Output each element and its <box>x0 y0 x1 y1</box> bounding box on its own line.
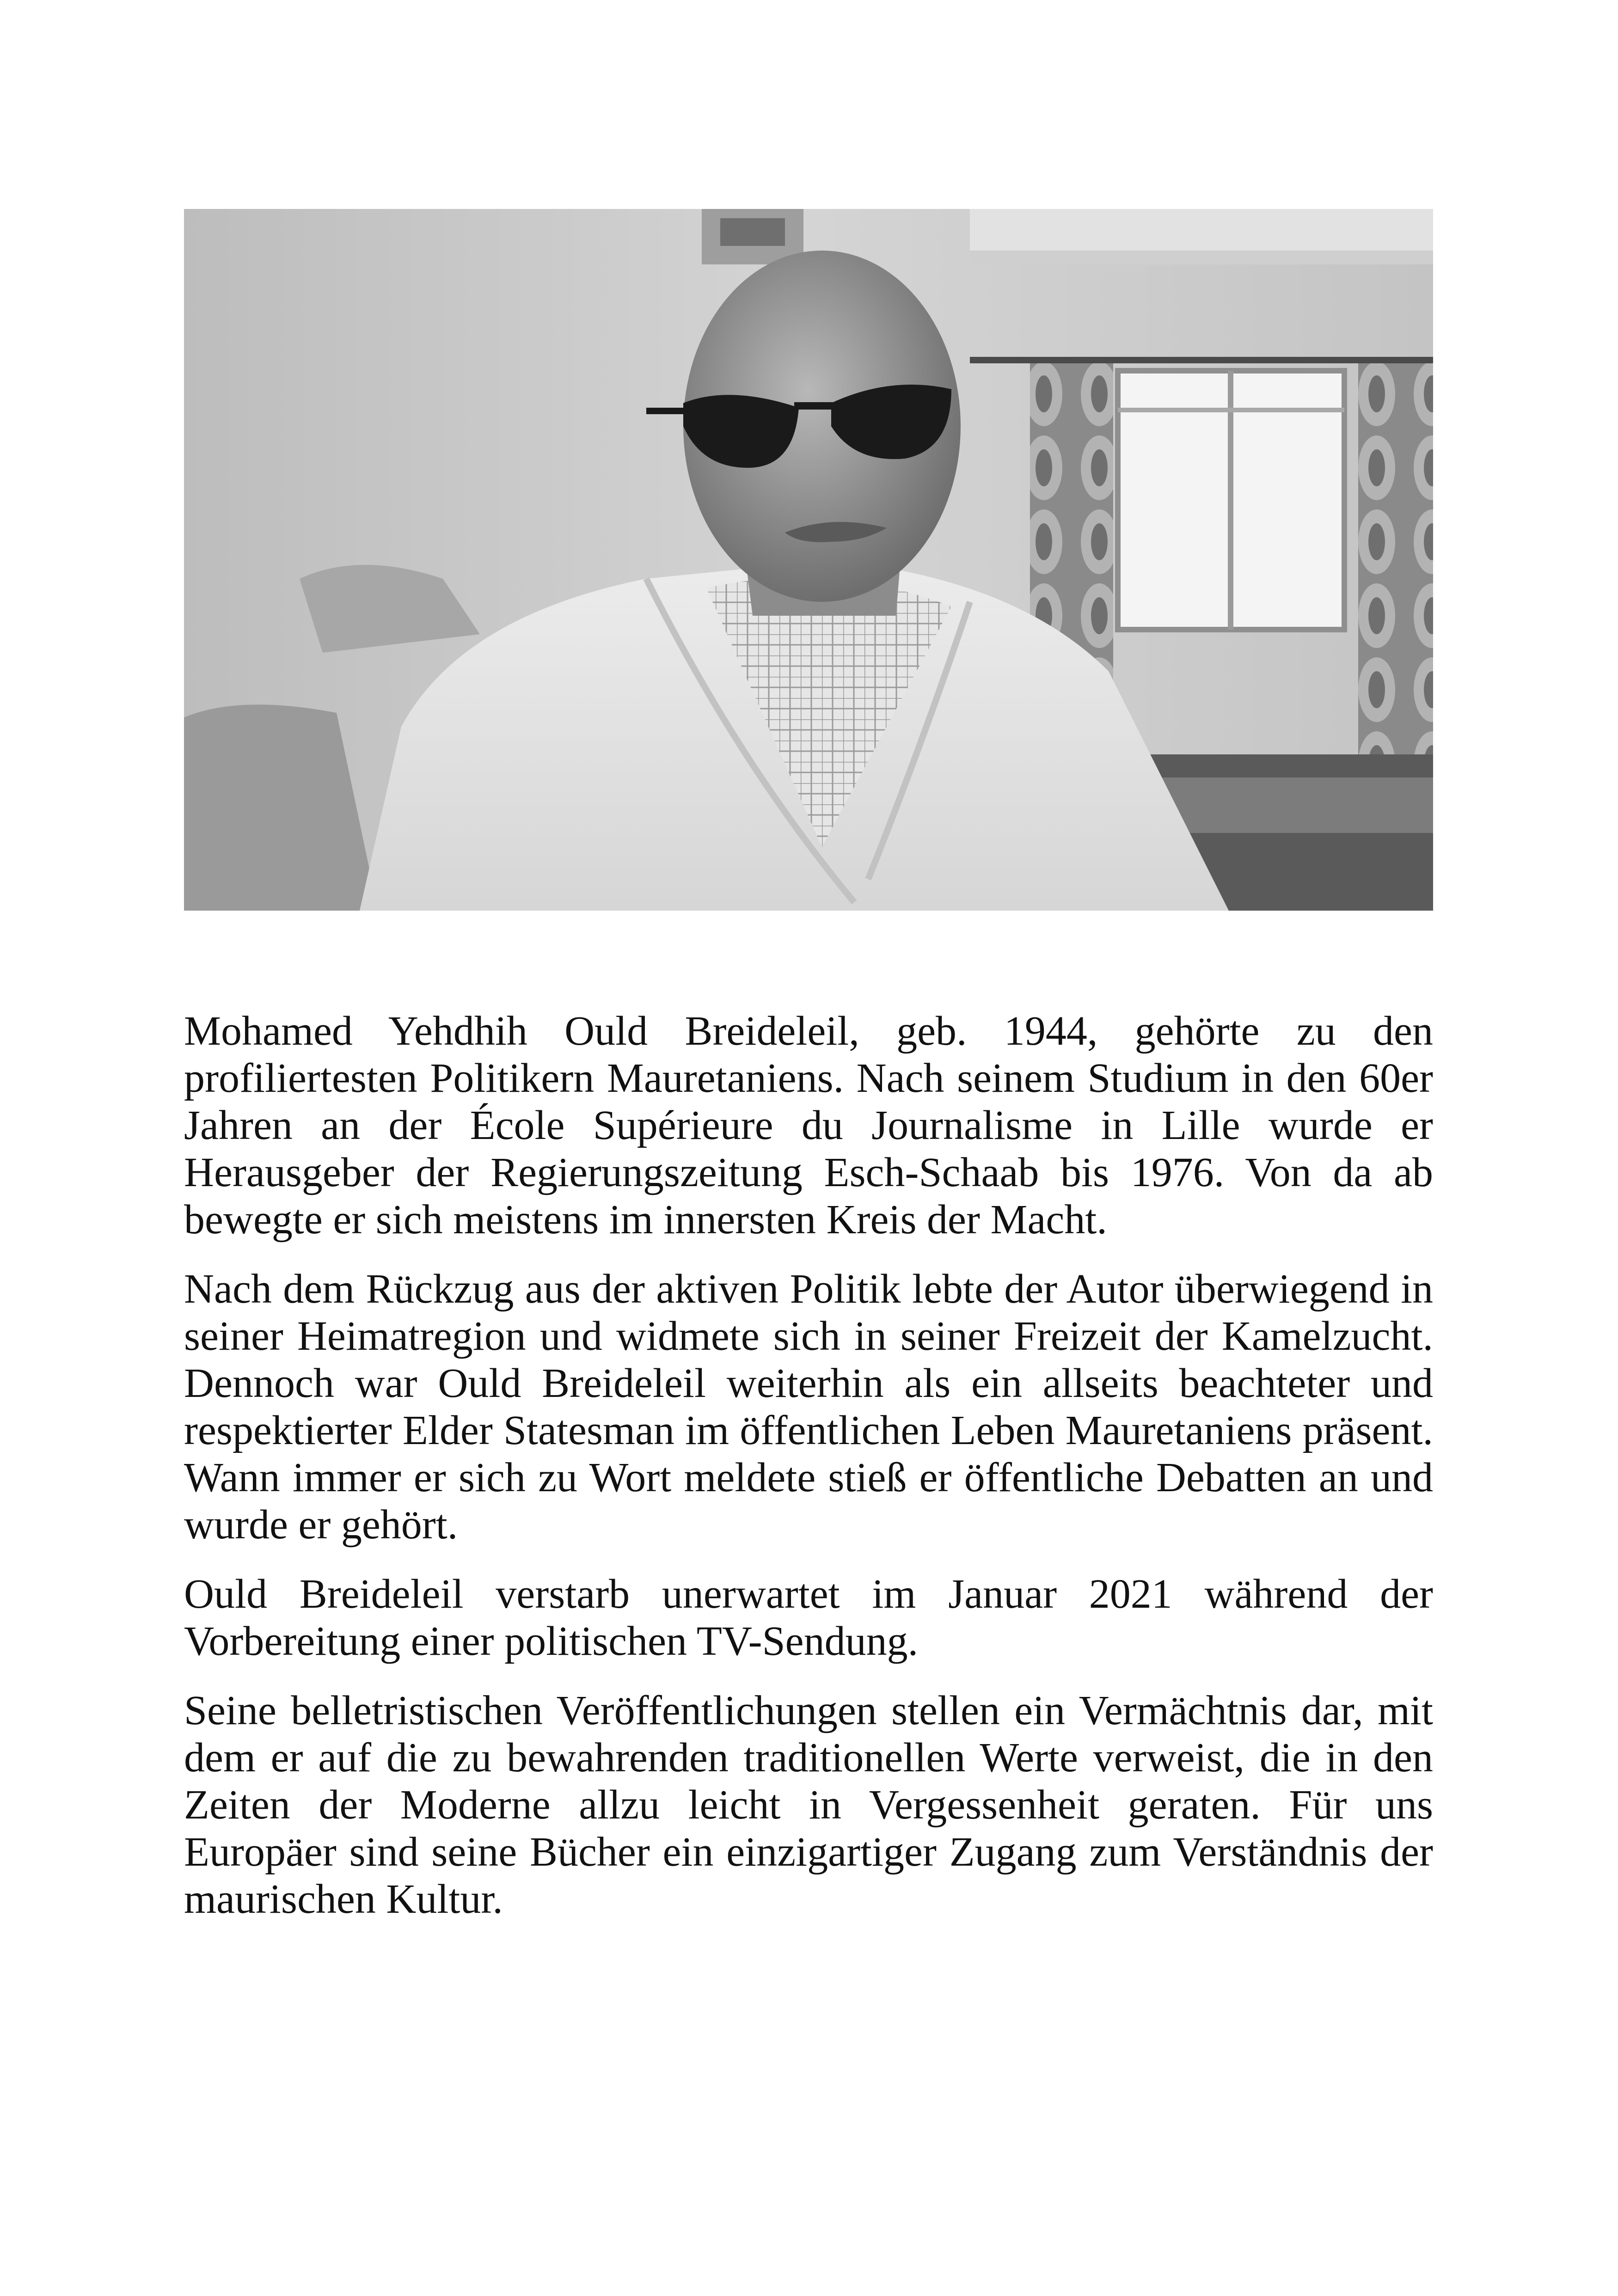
biography-text <box>184 1008 1433 1945</box>
portrait-photo <box>184 209 1433 911</box>
portrait-illustration <box>184 209 1433 911</box>
paragraph: Seine belletristischen Veröffentlichungen stellen ein Vermächtnis dar, mit dem er auf die zu bewahrenden traditionellen Werte verweist, die in den Zeiten der Moderne allzu leicht in Vergessenheit geraten. Für uns Europäer sind seine Bücher ein einzigartiger Zugang zum Verständnis der maurischen Kultur. <box>184 1688 1433 1922</box>
paragraph: Nach dem Rückzug aus der aktiven Politik lebte der Autor überwiegend in seiner Heimatregion und widmete sich in seiner Freizeit der Kamelzucht. Dennoch war Ould Breideleil weiterhin als ein allseits beachteter und respektierter Elder Statesman im öffentlichen Leben Mauretaniens präsent. Wann immer er sich zu Wort meldete stieß er öffentliche Debatten an und wurde er gehört. <box>184 1266 1433 1548</box>
paragraph: Mohamed Yehdhih Ould Breideleil, geb. 1944, gehörte zu den profiliertesten Politikern Mauretaniens. Nach seinem Studium in den 60er Jahren an der École Supérieure du Journalisme in Lille wurde er Herausgeber der Regierungszeitung Esch-Schaab bis 1976. Von da ab bewegte er sich meistens im innersten Kreis der Macht. <box>184 1008 1433 1243</box>
paragraph: Ould Breideleil verstarb unerwartet im Januar 2021 während der Vorbereitung einer politischen TV-Sendung. <box>184 1571 1433 1664</box>
